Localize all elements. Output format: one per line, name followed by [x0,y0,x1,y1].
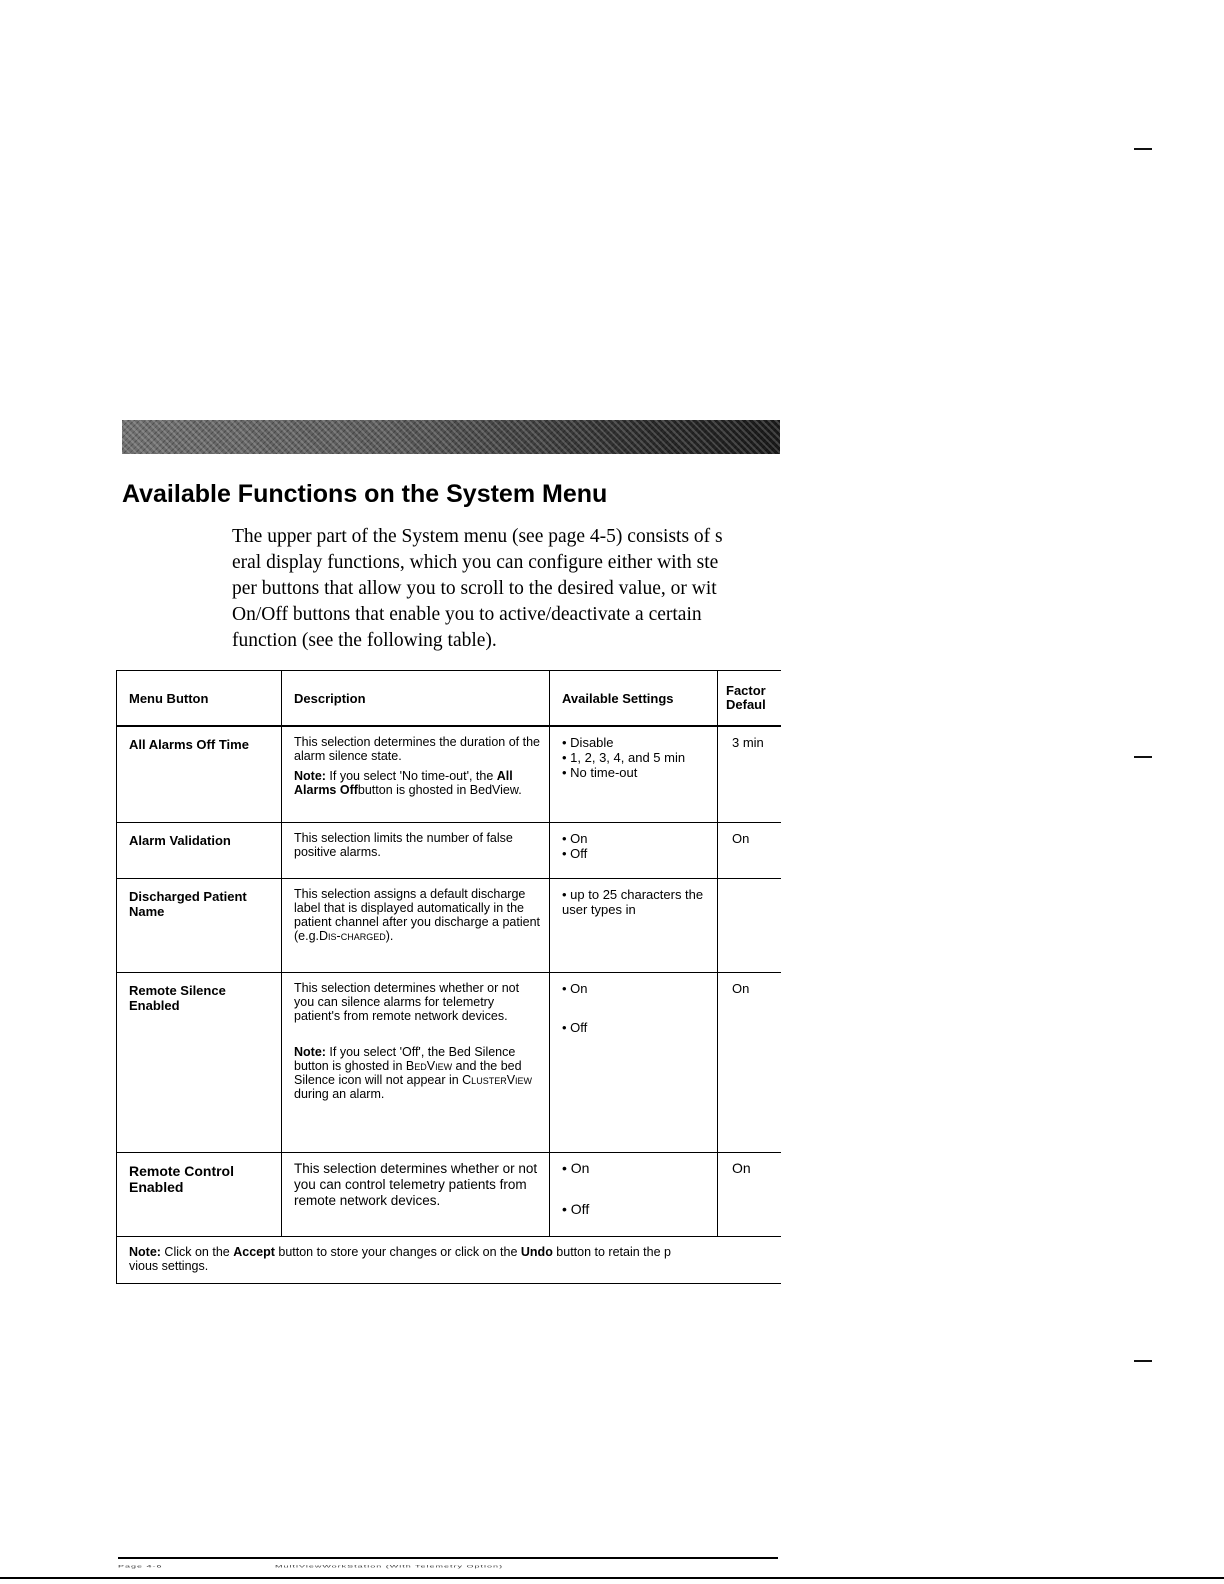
footnote-text: button to retain the p [552,1244,671,1259]
row-note [294,1045,541,1101]
setting-option: • Disable [562,735,614,750]
menu-button-cell: Remote Control Enabled [117,1152,282,1236]
margin-mark-bottom [1134,1360,1152,1362]
note-text: during an alarm. [294,1086,385,1101]
setting-option: • Off [562,845,588,861]
header-factory-default-line1: Factor [726,683,766,698]
intro-line: The upper part of the System menu (see page 4-5) consists of s [232,526,723,547]
description-text: This selection determines the duration of the alarm silence state. [294,735,540,763]
table-row [117,822,781,878]
menu-button-cell: Remote Silence Enabled [117,972,282,1152]
footnote-label: Note: [129,1244,161,1259]
default-cell [718,878,781,972]
header-menu-button: Menu Button [117,671,282,727]
note-label: Note: [294,769,326,783]
intro-paragraph [232,524,792,654]
settings-cell [550,972,718,1152]
footnote-text: button to store your changes or click on the [274,1244,521,1259]
footnote-undo: Undo [520,1244,553,1259]
note-label: Note: [294,1044,326,1059]
setting-option: • No time-out [562,765,638,780]
description-cell [282,878,550,972]
default-cell: 3 min [732,735,764,750]
margin-mark-top [1134,148,1152,150]
row-note [294,769,541,797]
footnote-text: Click on the [160,1244,234,1259]
table-row [117,878,781,972]
note-text: and the bed Silence icon will not appear in [294,1058,522,1087]
table-row [117,726,781,822]
intro-line: per buttons that allow you to scroll to the desired value, or wit [232,578,717,599]
header-factory-default [718,671,781,727]
setting-option: • On [562,1159,590,1176]
footer-title: MultiViewWorkStation (With Telemetry Option) [275,1564,504,1569]
default-cell: On [732,980,750,996]
footer-rule [118,1557,778,1559]
table-header-row [117,671,781,727]
table-footnote-row [117,1236,781,1283]
settings-cell [550,1152,718,1236]
settings-cell [550,822,718,878]
description-cell: This selection determines whether or not you can control telemetry patients from remote network devices. [282,1152,550,1236]
footnote-accept: Accept [233,1244,275,1259]
header-available-settings: Available Settings [550,671,718,727]
description-cell: This selection limits the number of false positive alarms. [282,822,550,878]
note-bold-text: All Alarms Off [294,769,513,797]
note-smallcaps: BedView [405,1058,453,1073]
menu-button-cell: Alarm Validation [117,822,282,878]
note-text: button is ghosted in BedView. [357,783,522,797]
header-description: Description [282,671,550,727]
description-cell [282,972,550,1152]
setting-option: • On [562,980,588,996]
settings-cell [550,878,718,972]
header-factory-default-line2: Defaul [726,697,766,712]
setting-option: • Off [562,1200,590,1217]
page-bottom-rule [0,1577,1224,1579]
footer-page-number: Page 4-6 [118,1564,163,1569]
setting-option: • up to 25 characters the user types in [562,886,704,917]
margin-mark-middle [1134,756,1152,758]
note-text: If you select 'No time-out', the [325,769,497,783]
section-heading: Available Functions on the System Menu [122,480,608,508]
note-smallcaps: ClusterView [462,1072,533,1087]
note-text: If you select 'Off', the Bed Silence button is ghosted in [294,1044,516,1073]
setting-option: • Off [562,1019,588,1035]
setting-option: • On [562,830,588,846]
default-cell: On [732,1159,751,1176]
menu-button-cell: All Alarms Off Time [117,726,282,822]
description-text: This selection assigns a default discharge label that is displayed automatically in the patient channel after you discharge a patient (e.g. [294,886,541,943]
table-row [117,972,781,1152]
system-menu-functions-table [116,670,781,1284]
description-cell [282,726,550,822]
intro-line: On/Off buttons that enable you to active/deactivate a certain [232,604,702,625]
description-text: ). [385,928,394,943]
intro-line: eral display functions, which you can configure either with ste [232,552,719,573]
description-text: This selection determines whether or not you can silence alarms for telemetry patient's from remote network devices. [294,980,520,1023]
intro-line: function (see the following table). [232,630,497,651]
menu-button-cell: Discharged Patient Name [117,878,282,972]
table-footnote [117,1236,781,1283]
table-row [117,1152,781,1236]
section-banner [122,420,780,454]
default-cell: On [732,830,750,846]
footnote-line2: vious settings. [129,1258,209,1273]
setting-option: • 1, 2, 3, 4, and 5 min [562,750,686,765]
settings-cell [550,726,718,822]
description-smallcaps: Dis-charged [319,928,386,943]
